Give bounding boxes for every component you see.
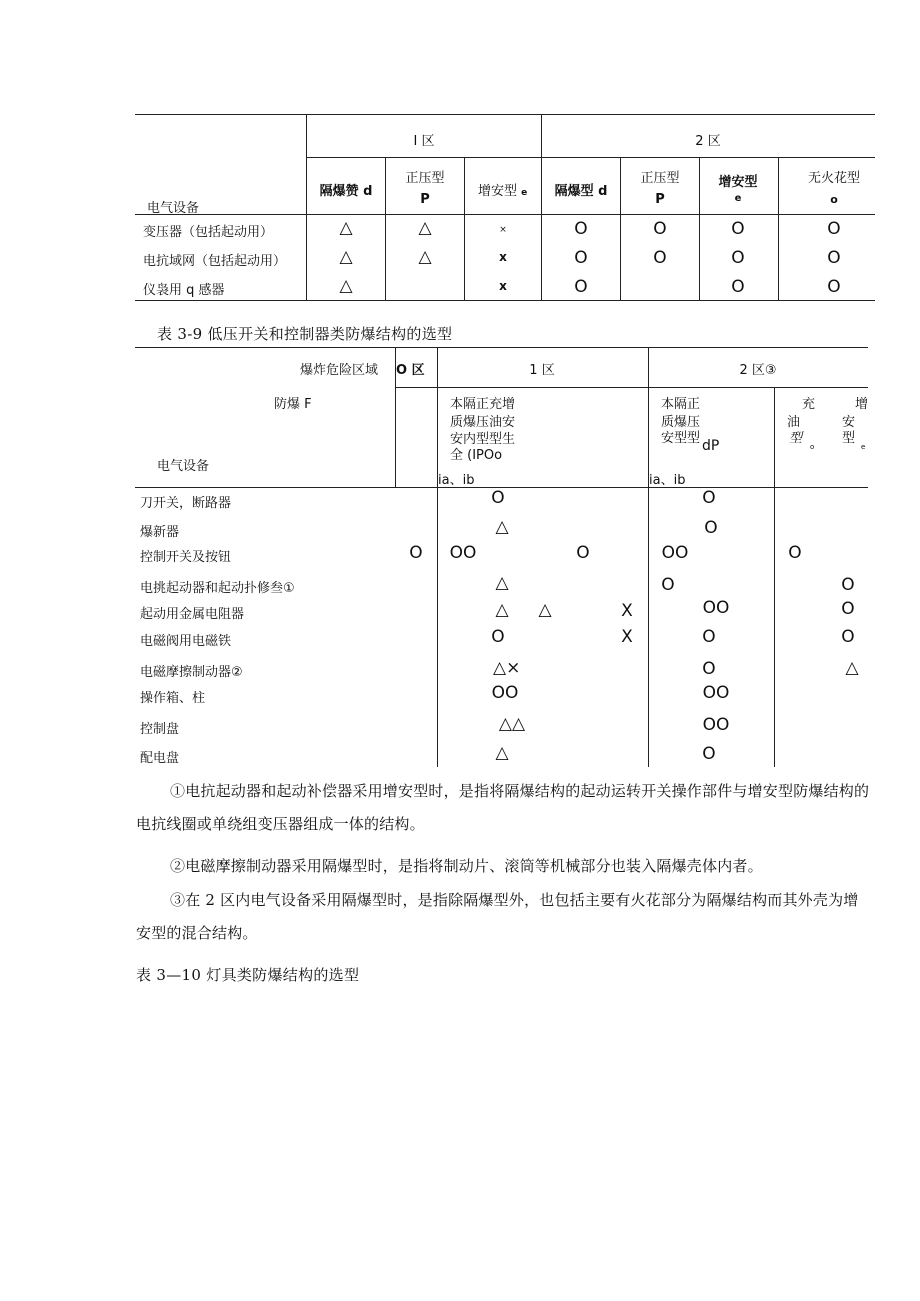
table-2-cell: △: [495, 573, 509, 593]
z2-increased-code: e: [734, 193, 742, 204]
table-1-cell: △: [339, 276, 353, 296]
note-2: ②电磁摩擦制动器采用隔爆型时，是指将制动片、滚筒等机械部分也装入隔爆壳体内者。: [170, 857, 763, 875]
z2-type-line: 本隔正: [661, 397, 701, 412]
z2-type-row3-clip: [787, 428, 867, 446]
table-1-row-name: 变压器（包括起动用）: [143, 225, 274, 240]
table-1-cell: O: [653, 219, 667, 239]
table-1-col-divider: [464, 157, 465, 301]
table-2-cell: O: [702, 488, 716, 508]
equipment-header-clip: [127, 455, 247, 474]
zone-2-header: 2 区③: [739, 363, 777, 378]
table-2-row-name: 控制盘: [140, 722, 180, 737]
table-1-cell: O: [827, 219, 841, 239]
table-1-col-divider: [385, 157, 386, 301]
z2-increased-type: 增安型: [718, 175, 758, 190]
z2-nonspark-code: o: [830, 193, 838, 206]
table-1-col-divider: [778, 157, 779, 301]
table-2-row-name: 刀开关，断路器: [140, 496, 232, 511]
z1-type-line: 全 (IPOo: [450, 448, 503, 463]
table-2-cell: △: [495, 600, 509, 620]
table-2-row-name: 爆新器: [140, 525, 180, 540]
z2-flameproof-type: 隔爆型 d: [554, 184, 608, 199]
z1-pressurized-code: P: [420, 192, 430, 207]
zone-1-header: I 区: [413, 134, 435, 149]
table-2-row-name: 配电盘: [140, 751, 180, 766]
table-2-row-name: 起动用金属电阻器: [140, 607, 245, 622]
z2-increased-type: 安: [842, 415, 856, 430]
equipment-header: 电气设备: [157, 459, 210, 474]
table-1-header-rule: [135, 214, 875, 215]
table-1-cell: △: [339, 247, 353, 267]
table-2-row-name: 电挑起动器和起动扑修叁①: [140, 581, 295, 596]
table-2-cell: O: [788, 543, 802, 563]
table-1-top-rule: [135, 114, 875, 115]
table-2-cell: △: [845, 658, 859, 678]
protection-label: 防爆 F: [274, 397, 312, 412]
table-2-cell: O: [702, 744, 716, 764]
table-2-row-name: 电磁阀用电磁铁: [140, 634, 232, 649]
z1-type-line: 本隔正充增: [450, 397, 516, 412]
table-2-row-name: 操作箱、柱: [140, 691, 206, 706]
table-1-row-name: 电抗域网（包括起动用）: [143, 254, 287, 269]
note-1: ①电抗起动器和起动补偿器采用增安型时，是指将隔爆结构的起动运转开关操作部件与增安型防爆结构的电抗线圈或单绕组变压器组成一体的结构。: [136, 782, 870, 833]
z1-type-clip: [450, 445, 530, 463]
table-2-cell: X: [621, 627, 633, 647]
table-1-cell: △: [418, 218, 432, 238]
table-1-cell: △: [339, 218, 353, 238]
table-2-caption: 表 3-9 低压开关和控制器类防爆结构的选型: [157, 325, 453, 343]
hazard-zone-label: 爆炸危险区域: [300, 363, 379, 378]
table-2-cell: OO: [449, 543, 477, 563]
zone-2-header: 2 区: [695, 134, 721, 149]
table-2-cell: O: [702, 659, 716, 679]
table-2-cell: OO: [491, 683, 519, 703]
table-1-cell: O: [574, 277, 588, 297]
note-3: ③在 2 区内电气设备采用隔爆型时，是指除隔爆型外，也包括主要有火花部分为隔爆结构而其外壳为增安型的混合结构。: [136, 891, 859, 942]
z2-iaib: ia、ib: [649, 473, 686, 488]
z2-pressurized-type: 正压型: [640, 171, 680, 186]
table-1-cell: x: [499, 250, 507, 264]
table-1-cell: ×: [499, 225, 507, 235]
table-1-cell: O: [731, 248, 745, 268]
table-1-col-divider: [306, 114, 307, 301]
table-1-cell: O: [653, 248, 667, 268]
zone-1-header: 1 区: [529, 363, 555, 378]
z2-increased-code: e: [861, 443, 866, 451]
table-2-cell: △: [495, 743, 509, 763]
table-1-cell: O: [827, 277, 841, 297]
table-1-row-name: 仪袅用 q 感器: [143, 283, 225, 298]
table-1-cell: O: [574, 248, 588, 268]
table-2-cell: O: [702, 627, 716, 647]
table-2-cell: △△: [498, 714, 526, 734]
table-1-col-divider: [699, 157, 700, 301]
table-2-cell: △: [495, 517, 509, 537]
table-1-col-divider: [620, 157, 621, 301]
table-2-cell: O: [661, 575, 675, 595]
z1-increased-type: 增安型 e: [478, 184, 528, 199]
z2-increased-type: 增: [855, 397, 869, 412]
table-2-col-divider: [648, 347, 649, 767]
table-2-col-divider: [437, 347, 438, 767]
table-2-cell: O: [576, 543, 590, 563]
table-2-row-name: 电磁摩擦制动器②: [140, 665, 243, 680]
z1-type-line: 质爆压油安: [450, 415, 516, 430]
table-1-cell: x: [499, 279, 507, 293]
z2-pressurized-code: P: [655, 192, 665, 207]
table-2-top-rule: [135, 347, 868, 348]
z2-fill-code: o: [810, 443, 815, 451]
table-1-cell: O: [731, 219, 745, 239]
table-1-cell: O: [827, 248, 841, 268]
table-2-cell: X: [621, 601, 633, 621]
z2-dp-code: dP: [702, 438, 720, 454]
z2-fill-type: 油: [787, 415, 801, 430]
table-1-bottom-rule: [135, 300, 875, 301]
table-2-cell: △×: [493, 658, 521, 678]
table-2-cell: OO: [661, 543, 689, 563]
z2-fill-type: 充: [802, 397, 816, 412]
z2-type-line: 安型型: [661, 431, 701, 446]
table-3-caption: 表 3—10 灯具类防爆结构的选型: [136, 966, 360, 984]
table-2-row-name: 控制开关及按钮: [140, 550, 232, 565]
z2-type-line: 质爆压: [661, 415, 701, 430]
z1-iaib: ia、ib: [438, 473, 475, 488]
table-2-col-divider: [774, 387, 775, 767]
table-2-cell: O: [841, 599, 855, 619]
table-2-cell: O: [841, 627, 855, 647]
z1-flameproof-type: 隔爆赞 d: [319, 184, 373, 199]
z2-nonspark-type: 无火花型: [807, 171, 861, 186]
table-2-zone-rule: [395, 387, 868, 388]
equipment-header: 电气设备: [147, 201, 200, 216]
table-2-cell: O: [704, 518, 718, 538]
z1-pressurized-type: 正压型: [405, 171, 445, 186]
z1-type-line: 安内型型生: [450, 432, 516, 447]
table-1-cell: △: [418, 247, 432, 267]
table-2-cell: OO: [702, 683, 730, 703]
table-2-cell: O: [491, 488, 505, 508]
table-1-zone-rule: [306, 157, 875, 158]
table-1-cell: O: [574, 219, 588, 239]
z2-increased-type: 型: [842, 431, 856, 446]
table-2-cell: O: [409, 543, 423, 563]
z2-fill-type: 型: [789, 431, 803, 446]
table-1-cell: O: [731, 277, 745, 297]
table-2-cell: O: [841, 575, 855, 595]
table-2-cell: △: [538, 600, 552, 620]
table-2-cell: OO: [702, 715, 730, 735]
table-1-col-divider: [541, 114, 542, 301]
table-2-cell: O: [491, 627, 505, 647]
zone-0-header: O 区: [396, 363, 425, 378]
table-2-cell: OO: [702, 598, 730, 618]
